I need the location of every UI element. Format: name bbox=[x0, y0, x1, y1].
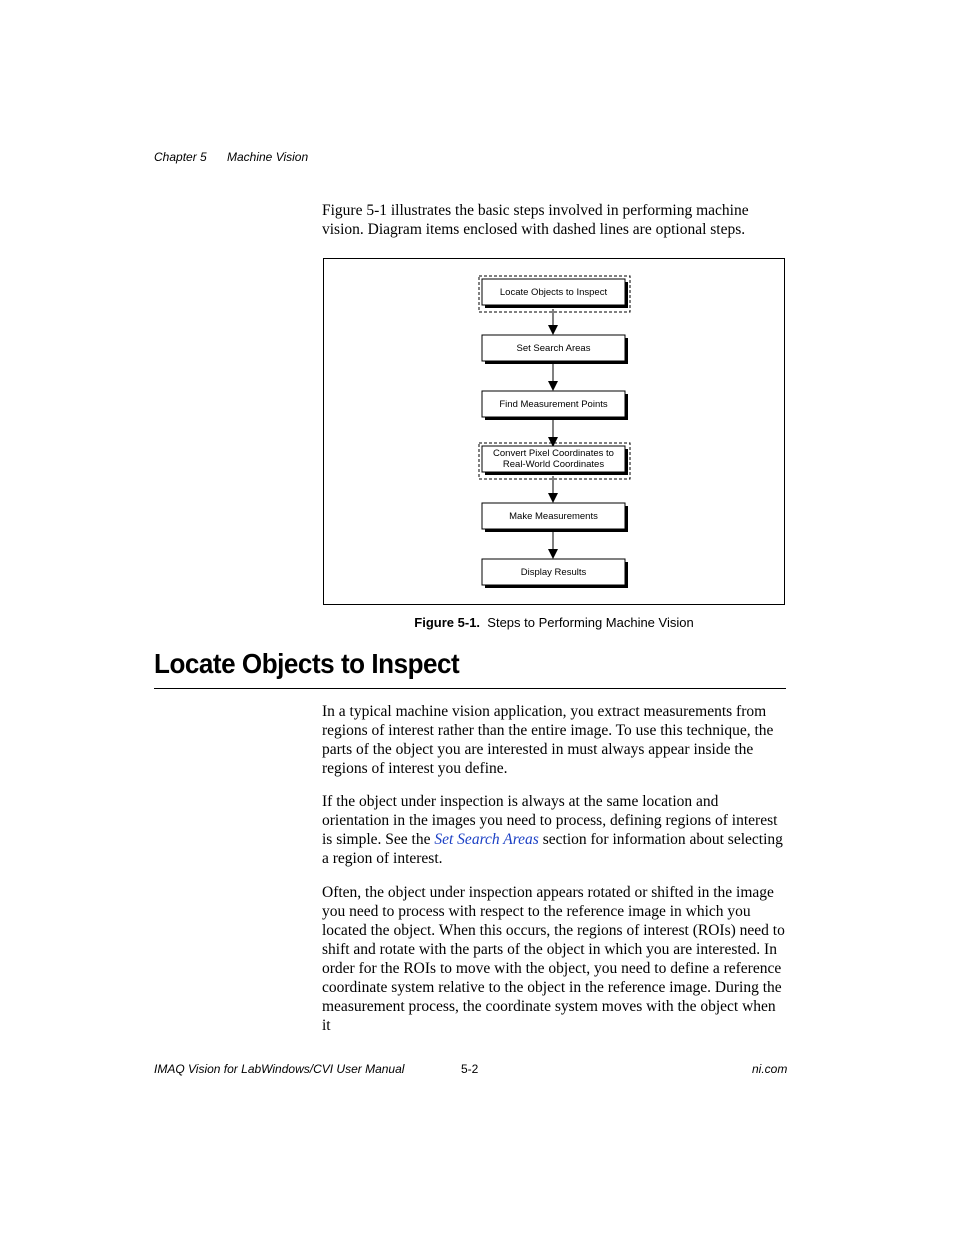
arrow-head bbox=[548, 325, 558, 335]
step-label-measurement-points bbox=[482, 391, 625, 417]
step-label-make-measurements bbox=[482, 503, 625, 529]
step-label-text-line2: Real-World Coordinates bbox=[502, 459, 605, 470]
step-label-text: Make Measurements bbox=[509, 510, 598, 522]
footer-site-link[interactable]: ni.com bbox=[752, 1062, 788, 1076]
arrow-head bbox=[548, 493, 558, 503]
set-search-areas-link[interactable]: Set Search Areas bbox=[434, 831, 539, 848]
paragraph-2-text-end: section for information about selecting a region of interest. bbox=[322, 831, 783, 867]
step-label-text: Locate Objects to Inspect bbox=[499, 286, 608, 298]
running-header-chapter: Chapter 5 bbox=[154, 150, 207, 164]
paragraph-2 bbox=[322, 792, 786, 868]
intro-paragraph: Figure 5-1 illustrates the basic steps involved in performing machine vision. Diagram items enclosed with dashed lines are optional steps. bbox=[322, 202, 749, 238]
step-label-text: Set Search Areas bbox=[516, 342, 591, 354]
running-header-section: Machine Vision bbox=[227, 150, 309, 164]
heading-rule bbox=[154, 688, 786, 689]
step-label-text: Find Measurement Points bbox=[499, 398, 608, 410]
paragraph-2-text: If the object under inspection is always at the same location and orientation in the images you need to process, defining regions of interest is simple. See the bbox=[322, 793, 778, 848]
paragraph-1: In a typical machine vision application, you extract measurements from regions of interest rather than the entire image. To use this technique, the parts of the object you are interested in must always appear inside the regions of interest you define. bbox=[322, 703, 774, 777]
figure-caption bbox=[323, 615, 785, 630]
paragraph-3: Often, the object under inspection appears rotated or shifted in the image you need to process with respect to the reference image in which you located the object. When this occurs, the regions of interest (ROIs) need to shift and rotate with the parts of the object in which you are interested. In order for the ROIs to move with the object, you need to define a reference coordinate system relative to the object in the reference image. During the measurement process, the coordinate system moves with the object when it bbox=[322, 884, 785, 1034]
flowchart-svg bbox=[324, 259, 786, 606]
step-label-convert-coordinates bbox=[482, 446, 625, 472]
step-label-search-areas bbox=[482, 335, 625, 361]
step-label-locate bbox=[482, 279, 625, 305]
footer-manual-title: IMAQ Vision for LabWindows/CVI User Manual bbox=[154, 1062, 405, 1076]
footer-page-number: 5-2 bbox=[461, 1062, 479, 1076]
step-label-text: Convert Pixel Coordinates to bbox=[493, 448, 614, 459]
figure-caption-text: Steps to Performing Machine Vision bbox=[487, 615, 694, 630]
step-label-text: Display Results bbox=[520, 566, 587, 578]
arrow-head bbox=[548, 381, 558, 391]
arrow-head bbox=[548, 549, 558, 559]
figure-flowchart bbox=[323, 258, 785, 605]
step-label-display-results bbox=[482, 559, 625, 585]
section-heading: Locate Objects to Inspect bbox=[154, 648, 460, 679]
figure-caption-label: Figure 5-1. bbox=[414, 615, 481, 630]
